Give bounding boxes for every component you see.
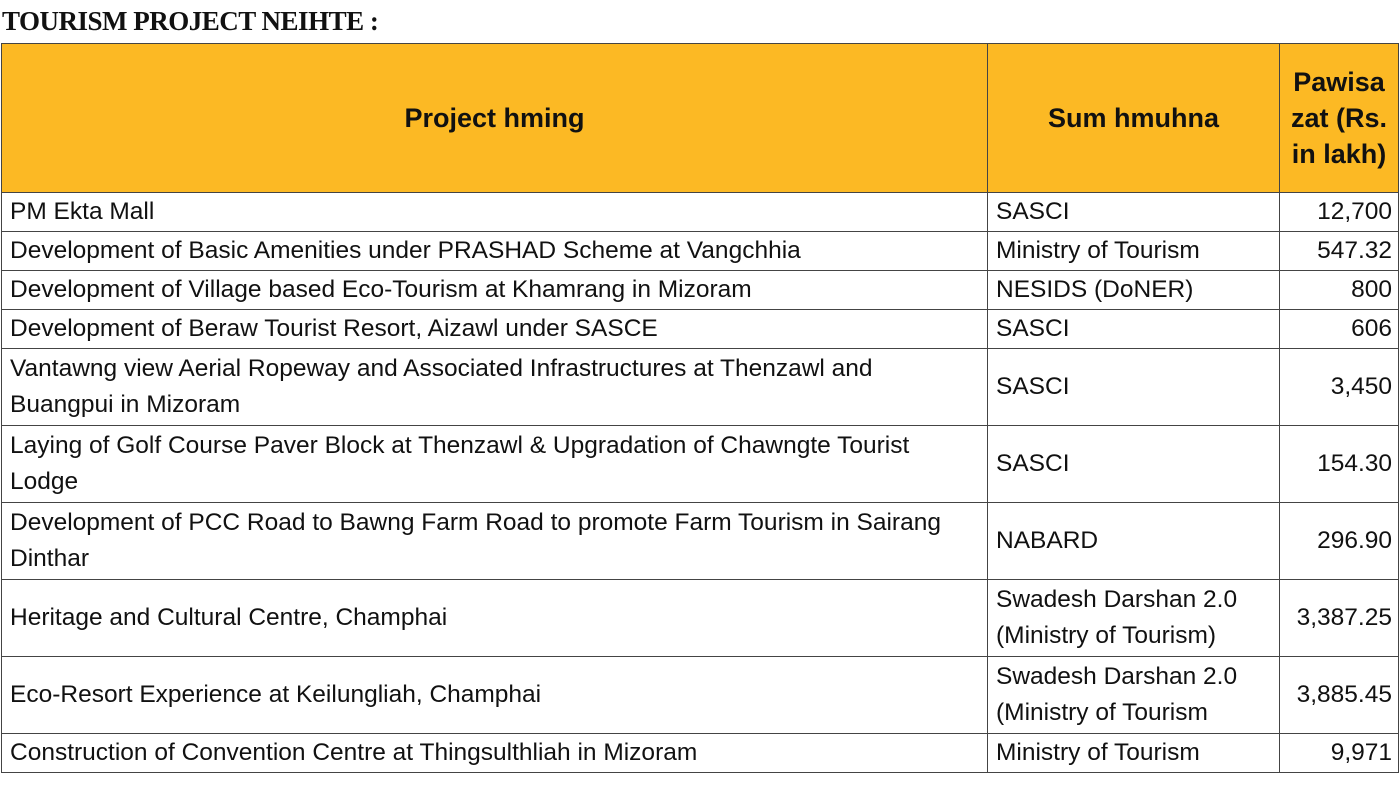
cell-project-name: Eco-Resort Experience at Keilungliah, Champhai: [2, 657, 988, 734]
table-row: [2, 657, 1399, 734]
cell-source: SASCI: [988, 426, 1280, 503]
cell-amount: 3,450: [1280, 349, 1399, 426]
cell-source: SASCI: [988, 310, 1280, 349]
cell-source: SASCI: [988, 349, 1280, 426]
cell-project-name: Vantawng view Aerial Ropeway and Associated Infrastructures at Thenzawl and Buangpui in Mizoram: [2, 349, 988, 426]
table-row: [2, 310, 1399, 349]
cell-project-name: Laying of Golf Course Paver Block at Thenzawl & Upgradation of Chawngte Tourist Lodge: [2, 426, 988, 503]
table-row: [2, 349, 1399, 426]
cell-amount: 547.32: [1280, 232, 1399, 271]
cell-amount: 800: [1280, 271, 1399, 310]
cell-project-name: PM Ekta Mall: [2, 193, 988, 232]
cell-amount: 296.90: [1280, 503, 1399, 580]
cell-project-name: Development of Village based Eco-Tourism at Khamrang in Mizoram: [2, 271, 988, 310]
header-source: Sum hmuhna: [988, 44, 1280, 193]
cell-project-name: Development of Beraw Tourist Resort, Aizawl under SASCE: [2, 310, 988, 349]
cell-source: Swadesh Darshan 2.0 (Ministry of Tourism: [988, 657, 1280, 734]
cell-amount: 3,885.45: [1280, 657, 1399, 734]
cell-source: Ministry of Tourism: [988, 734, 1280, 773]
table-row: [2, 232, 1399, 271]
header-amount: Pawisa zat (Rs. in lakh): [1280, 44, 1399, 193]
cell-project-name: Construction of Convention Centre at Thingsulthliah in Mizoram: [2, 734, 988, 773]
table-row: [2, 271, 1399, 310]
cell-project-name: Heritage and Cultural Centre, Champhai: [2, 580, 988, 657]
cell-source: NABARD: [988, 503, 1280, 580]
cell-source: SASCI: [988, 193, 1280, 232]
tourism-projects-table: [1, 43, 1399, 773]
table-row: [2, 426, 1399, 503]
cell-project-name: Development of Basic Amenities under PRASHAD Scheme at Vangchhia: [2, 232, 988, 271]
table-header-row: [2, 44, 1399, 193]
cell-amount: 154.30: [1280, 426, 1399, 503]
table-row: [2, 734, 1399, 773]
table-row: [2, 193, 1399, 232]
cell-source: Swadesh Darshan 2.0 (Ministry of Tourism): [988, 580, 1280, 657]
table-row: [2, 580, 1399, 657]
cell-source: Ministry of Tourism: [988, 232, 1280, 271]
table-row: [2, 503, 1399, 580]
header-project-name: Project hming: [2, 44, 988, 193]
cell-source: NESIDS (DoNER): [988, 271, 1280, 310]
cell-project-name: Development of PCC Road to Bawng Farm Road to promote Farm Tourism in Sairang Dinthar: [2, 503, 988, 580]
cell-amount: 606: [1280, 310, 1399, 349]
cell-amount: 3,387.25: [1280, 580, 1399, 657]
page-title: TOURISM PROJECT NEIHTE :: [2, 6, 379, 36]
cell-amount: 12,700: [1280, 193, 1399, 232]
cell-amount: 9,971: [1280, 734, 1399, 773]
